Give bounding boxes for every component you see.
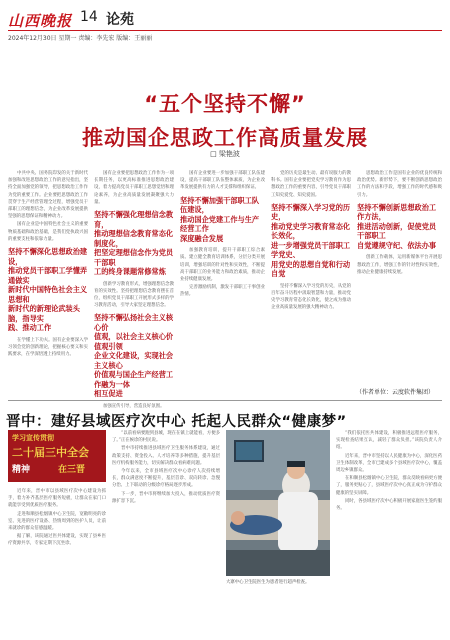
subhead-4: 坚持不懈深入学习党的历史， 推动党史学习教育常态化长效化， 进一步增强党员干部职工学党史、 用党史的思想自觉和行动自觉: [271, 202, 351, 279]
issue-info: 2024年12月30日 星期一 责编：李先宏 版编：王丽丽: [8, 35, 153, 42]
author-note: （作者单位：云度软件集团）: [356, 389, 435, 396]
photo-caption: 大寨中心卫生院医生为患者进行超声检查。: [226, 580, 310, 585]
article-column: 中共中央、国务院印发的关于新时代加强和改进思想政治工作的意见指出，坚持全面加强党的领导，把思想政治工作作为党的重要工作。企业要把思想政治工作贯穿于生产经营管理全过程，增强党员干部职工的理想信念，为企业改革发展提供坚强的思想保证和精神动力。 国有企业是中国特色社会主义的重要物质基础和政治基础，是我们党执政兴国的重要支柱和依靠力量。 坚持不懈深化思想政治建设， 推动党员干部职工学懂弄通做实 新时代中国特色社会主义思想和 新时代的新理论武装头脑，指导实 践、推动工作 在学懂上下功夫。国有企业要深入学习领会党的创新理论，把握核心要义和实践要求，在学深悟透上持续用力。: [8, 171, 88, 357]
masthead-rule: [8, 30, 442, 31]
campaign-banner: [8, 430, 106, 482]
story2-column: “我们依托医共体建设，积极推进远程医疗服务，实现检查结果互认，减轻了群众负担。”该院负责人介绍。 近年来，晋中市坚持以人民健康为中心，深化医药卫生体制改革，全市已建成多个县域医疗次中心，覆盖周边乡镇群众。 在和顺县松烟镇中心卫生院，群众反映看病更方便了，服务更贴心了，县域医疗次中心真正成为守护群众健康的坚实屏障。 同时，各县域医疗次中心积极开展家庭医生签约服务。: [336, 431, 442, 512]
paper-name: 山西晚报: [8, 12, 73, 30]
banner-line3: 精神: [12, 465, 31, 475]
subhead-1: 坚持不懈深化思想政治建设， 推动党员干部职工学懂弄通做实 新时代中国特色社会主义思想和 新时代的新理论武装头脑，指导实 践、推动工作: [8, 247, 88, 333]
subhead-3: 坚持不懈加强干部职工队伍建设， 推动国企党建工作与生产经营工作 深度融合发展: [180, 195, 260, 243]
article-column: 国有企业要进一步加强干部职工队伍建设，提高干部职工队伍整体素质，为企业改革发展提供有力的人才支撑和组织保证。 坚持不懈加强干部职工队伍建设， 推动国企党建工作与生产经营工作 深度融合发展 加强教育培训，提升干部职工综合素质。建立健全教育培训体系，分层分类开展培训，增强培训的针对性和实效性，不断提高干部职工的业务能力和政治素质，推动企业持续健康发展。 完善激励机制，激发干部职工干事创业热情。: [180, 171, 265, 298]
article-column: 党的历史是最生动、最有说服力的教科书。国有企业要把党史学习教育作为思想政治工作的重要内容，引导党员干部职工知史爱党、知史爱国。 坚持不懈深入学习党的历史， 推动党史学习教育常态化长效化， 进一步增强党员干部职工学党史、 用党史的思想自觉和行动自觉 坚持不懈深入学习党的历史，从党的百年奋斗历程中汲取智慧和力量，推动党史学习教育常态化长效化，使之成为推动企业高质量发展的强大精神动力。: [271, 171, 351, 311]
story2-title: 晋中：建好县域医疗次中心 托起人民群众“健康梦”: [6, 414, 347, 430]
subhead-0: 坚持不懈强化理想信念教育， 推动理想信念教育常态化制度化， 把坚定理想信念作为党员干部职 工的终身课题常修常炼: [94, 210, 174, 277]
story2-column: “以前看病要跑到县城，现在在镇上就能看，方便多了。”正在候诊的村民说。 晋中市持续推进县域医疗卫生服务体系建设，通过政策支持、资金投入、人才培养等多种措施，提升基层医疗机构服务能力，切实解决群众看病难问题。 今年以来，全市县域医疗次中心诊疗人次持续增长，群众满意度不断提升，基层首诊、双向转诊、急慢分治、上下联动的分级诊疗格局逐步形成。 下一步，晋中市将继续加大投入，推动优质医疗资源扩容下沉。: [112, 431, 220, 504]
headline-kicker: “五个坚持不懈”: [144, 92, 306, 116]
subhead-5: 坚持不懈创新思想政治工作方法， 推进活动创新，促使党员干部职工 自觉遵规守纪、依法办事: [357, 202, 437, 250]
headline-title: 推动国企思政工作高质量发展: [82, 126, 368, 150]
banner-line4: 在三晋: [58, 465, 86, 475]
byline: □ 梁艳波: [210, 150, 240, 158]
section-name: 论苑: [106, 12, 134, 28]
doctor-ultrasound-photo: [226, 430, 330, 576]
page-number: 14: [80, 9, 98, 25]
article-column: 思想政治工作是国有企业的优良传统和政治优势。新形势下，要不断创新思想政治工作的方法和手段，增强工作的时代感和吸引力。 坚持不懈创新思想政治工作方法， 推进活动创新，促使党员干部职工 自觉遵规守纪、依法办事 创新工作载体，运用新媒体平台开展思想政治工作，增强工作的针对性和实效性，推动企业健康持续发展。: [357, 171, 442, 275]
banner-line2: 二十届三中全会: [12, 446, 89, 459]
subhead-2: 坚持不懈弘扬社会主义核心价 值观，以社会主义核心价值观引领 企业文化建设，实现社会主义核心 价值观与国企生产经营工作融为一体 相互促进: [94, 313, 174, 399]
section-divider: [8, 400, 442, 401]
story2-column: 近年来，晋中市以县域医疗次中心建设为抓手，着力补齐基层医疗服务短板，让群众在家门口就能享受到优质医疗服务。 走进和顺县松烟镇中心卫生院，宽敞明亮的诊室、先进的医疗设备、热情周到的医护人员，让前来就诊的群众倍感温暖。 据了解，该院通过医共体建设，实现了县乡医疗资源共享，专家定期下沉坐诊。: [8, 489, 106, 547]
main-headline: [0, 88, 450, 152]
banner-line1: 学习宣传贯彻: [12, 434, 54, 442]
news-photo: [226, 430, 330, 576]
masthead: [0, 0, 450, 46]
article-column: 国有企业要把思想政治工作作为一项长期任务，以更高标准推进思想政治建设，着力提高党员干部职工思想觉悟和理论素养，为企业高质量发展凝聚强大力量。 坚持不懈强化理想信念教育， 推动理想信念教育常态化制度化， 把坚定理想信念作为党员干部职 工的终身课题常修常炼 创新学习教育形式，增强理想信念教育的实效性。坚持把理想信念教育摆在首位，组织党员干部职工开展形式多样的学习教育活动，引导大家坚定理想信念。 坚持不懈弘扬社会主义核心价 值观，以社会主义核心价值观引领 企业文化建设，实现社会主义核心 价值观与国企生产经营工作融为一体 相互促进 加强宣传引导，营造良好氛围。: [94, 171, 174, 409]
